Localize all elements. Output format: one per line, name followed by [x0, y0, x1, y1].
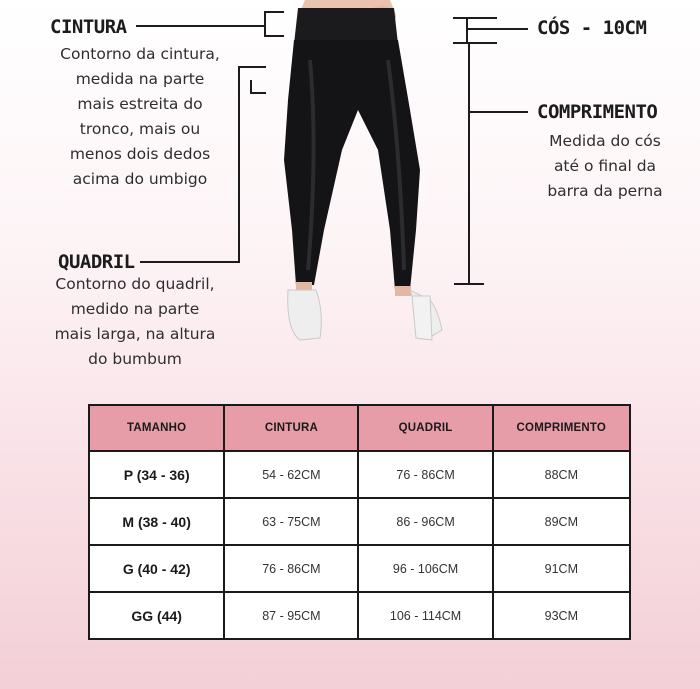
- size-cell: P (34 - 36): [89, 451, 224, 498]
- size-cell: M (38 - 40): [89, 498, 224, 545]
- quadril-line: mais larga, na altura: [54, 325, 216, 343]
- quadril-cell: 86 - 96CM: [358, 498, 492, 545]
- table-row: [89, 545, 630, 592]
- cintura-line: menos dois dedos: [69, 145, 211, 163]
- cintura-bracket-top: [264, 11, 284, 13]
- comprimento-vertical-line: [468, 44, 470, 284]
- quadril-bracket-top: [238, 66, 266, 68]
- comprimento-line: Medida do cós: [549, 132, 661, 150]
- quadril-cell: 76 - 86CM: [358, 451, 492, 498]
- legging-model-photo: [270, 0, 470, 360]
- header-tamanho: TAMANHO: [89, 405, 224, 451]
- table-header-row: [89, 405, 630, 451]
- quadril-line: medido na parte: [70, 300, 200, 318]
- header-comprimento: COMPRIMENTO: [493, 405, 630, 451]
- comprimento-line: barra da perna: [547, 182, 663, 200]
- cintura-line: medida na parte: [75, 70, 205, 88]
- quadril-cell: 96 - 106CM: [358, 545, 492, 592]
- quadril-bracket-bottom: [250, 92, 266, 94]
- quadril-cell: 106 - 114CM: [358, 592, 492, 639]
- cintura-cell: 63 - 75CM: [224, 498, 358, 545]
- comprimento-cell: 91CM: [493, 545, 630, 592]
- size-table: [88, 404, 631, 640]
- cintura-description: [20, 42, 260, 192]
- cintura-line: acima do umbigo: [72, 170, 208, 188]
- comprimento-line: até o final da: [553, 157, 657, 175]
- cintura-bracket-bottom: [264, 35, 284, 37]
- size-cell: G (40 - 42): [89, 545, 224, 592]
- size-cell: GG (44): [89, 592, 224, 639]
- header-cintura: CINTURA: [224, 405, 358, 451]
- comprimento-description: [530, 129, 680, 204]
- comprimento-bracket-bottom: [454, 283, 484, 285]
- cintura-line: Contorno da cintura,: [60, 45, 220, 63]
- cintura-cell: 54 - 62CM: [224, 451, 358, 498]
- header-quadril: QUADRIL: [358, 405, 492, 451]
- cintura-line: tronco, mais ou: [79, 120, 201, 138]
- table-row: [89, 592, 630, 639]
- comprimento-cell: 93CM: [493, 592, 630, 639]
- cos-pointer-line: [468, 28, 528, 30]
- cos-bracket-bottom: [453, 42, 497, 44]
- table-row: [89, 451, 630, 498]
- cintura-bracket: [264, 11, 266, 37]
- table-row: [89, 498, 630, 545]
- quadril-line: do bumbum: [88, 350, 182, 368]
- cintura-cell: 76 - 86CM: [224, 545, 358, 592]
- cintura-line: mais estreita do: [77, 95, 203, 113]
- comprimento-title: COMPRIMENTO: [537, 101, 658, 123]
- comprimento-cell: 89CM: [493, 498, 630, 545]
- cos-bracket-vertical: [466, 17, 468, 43]
- cintura-cell: 87 - 95CM: [224, 592, 358, 639]
- cos-bracket-top: [453, 17, 497, 19]
- cintura-title: CINTURA: [50, 16, 127, 38]
- cos-title: CÓS - 10CM: [537, 17, 647, 39]
- quadril-description: [18, 272, 252, 372]
- comprimento-cell: 88CM: [493, 451, 630, 498]
- cintura-pointer-line: [136, 25, 264, 27]
- quadril-pointer-horizontal: [140, 261, 240, 263]
- quadril-title: QUADRIL: [58, 251, 135, 273]
- quadril-line: Contorno do quadril,: [55, 275, 215, 293]
- quadril-pointer-line: [238, 66, 240, 262]
- comprimento-pointer-line: [468, 111, 528, 113]
